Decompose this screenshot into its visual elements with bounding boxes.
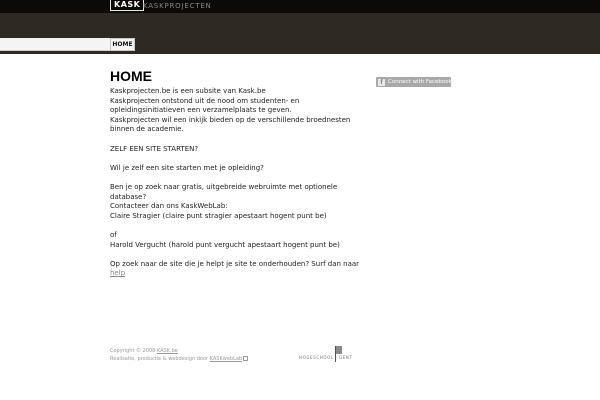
kask-link[interactable]: KASK.be — [156, 348, 178, 354]
site-name: KASKPROJECTEN — [143, 2, 212, 10]
spacer — [110, 173, 366, 183]
question-line: Wil je zelf een site starten met je opleiding? — [110, 163, 264, 172]
kask-logo[interactable]: KASK — [110, 0, 144, 11]
facebook-icon: f — [378, 79, 385, 86]
help-line-text: Op zoek naar de site die je helpt je site te onderhouden? Surf dan naar — [110, 259, 360, 268]
nav-item-home[interactable]: HOME — [110, 38, 135, 51]
hogeschool-gent-logo[interactable] — [299, 345, 359, 363]
help-line — [110, 260, 366, 279]
intro-line-3: Kaskprojecten wil een inkijk bieden op de verschillende broednesten binnen de academie. — [110, 115, 351, 134]
facebook-button-label: Connect with Facebook — [388, 79, 452, 85]
webspace-line: Ben je op zoek naar gratis, uitgebreide webruimte met optionele database? — [110, 182, 338, 201]
spacer — [110, 154, 366, 164]
intro-line-2: Kaskprojecten ontstond uit de nood om studenten- en opleidingsinitiatieven een verzamelplaats te geven. — [110, 96, 300, 115]
main-content — [110, 87, 366, 279]
spacer — [110, 221, 366, 231]
connect-facebook-button[interactable] — [376, 77, 451, 87]
spacer — [110, 250, 366, 260]
footer — [110, 347, 248, 363]
page-title: HOME — [110, 68, 152, 84]
credit-text: Realisatie, productie & webdesign door — [110, 356, 210, 362]
kaskweblab-link[interactable]: KASKwebLab — [209, 356, 243, 362]
hogeschool-text: HOGESCHOOL — [299, 355, 334, 360]
contact-line: Contacteer dan ons KaskWebLab: — [110, 202, 228, 211]
gent-text: GENT — [339, 355, 353, 360]
spacer — [110, 135, 366, 145]
nav-strip — [0, 38, 110, 51]
external-link-icon — [243, 356, 248, 361]
or-line: of — [110, 230, 117, 239]
copyright-text: Copyright © 2008 — [110, 348, 157, 354]
section-heading: ZELF EEN SITE STARTEN? — [110, 144, 199, 153]
credit-line — [110, 355, 248, 363]
help-link[interactable]: help — [110, 269, 126, 278]
top-bar — [0, 0, 600, 13]
crest-icon — [336, 346, 342, 354]
contact-harold: Harold Vergucht (harold punt vergucht apestaart hogent punt be) — [110, 240, 340, 249]
intro-line-1: Kaskprojecten.be is een subsite van Kask.be — [110, 87, 266, 95]
copyright-line — [110, 347, 248, 355]
contact-claire: Claire Stragier (claire punt stragier apestaart hogent punt be) — [110, 211, 327, 220]
